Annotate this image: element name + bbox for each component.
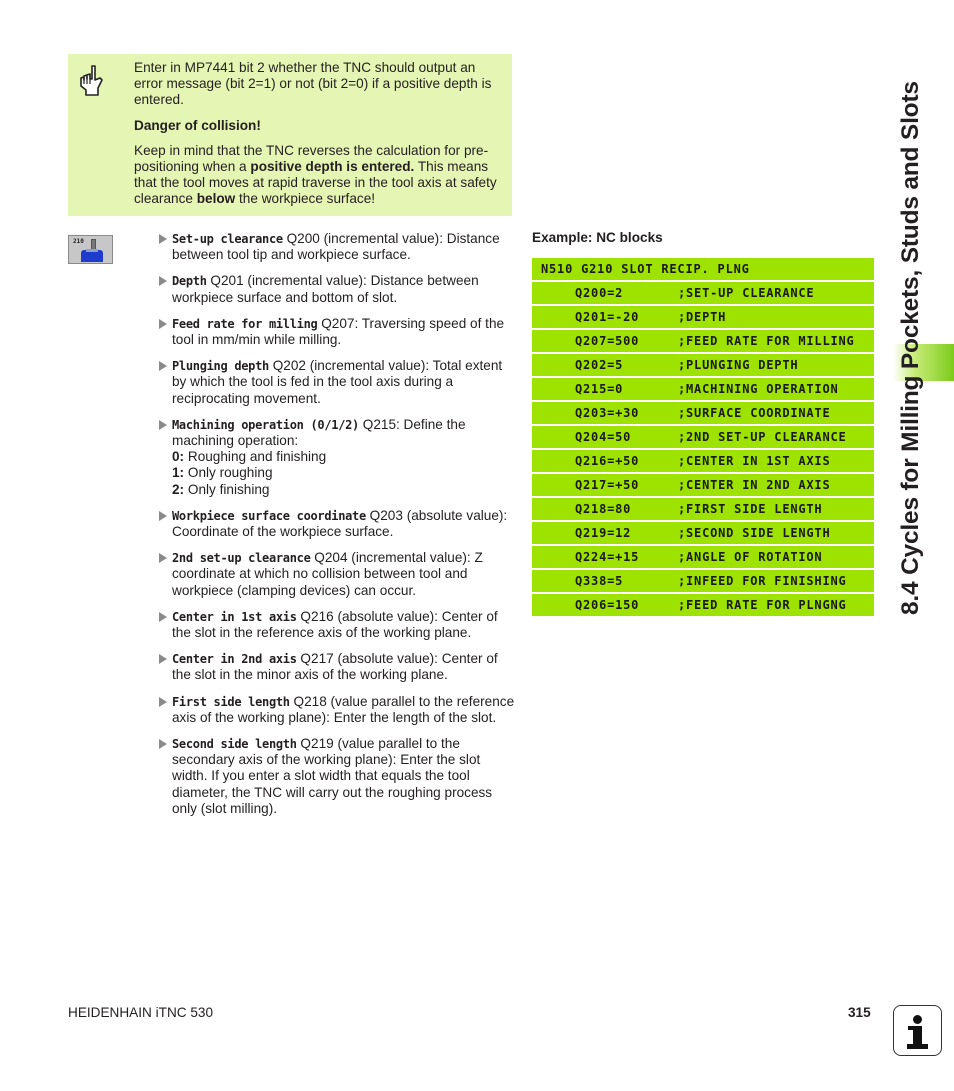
bullet-arrow-icon: [159, 361, 167, 371]
option-0: 0: Roughing and finishing: [172, 449, 327, 465]
footer-product: HEIDENHAIN iTNC 530: [68, 1005, 214, 1020]
info-icon: [893, 1005, 942, 1056]
bullet-arrow-icon: [159, 234, 167, 244]
cycle-210-softkey-icon: [68, 235, 113, 264]
nc-row: Q217=+50 ;CENTER IN 2ND AXIS: [532, 474, 874, 496]
nc-row: Q206=150 ;FEED RATE FOR PLNGNG: [532, 594, 874, 616]
param-q218: First side length Q218 (value parallel to the reference axis of the working plane): Enter the length of the slot.: [159, 694, 515, 726]
param-q219: Second side length Q219 (value parallel to the secondary axis of the working plane): Enter the slot width. If you enter a slot width that equals the tool diameter, the TNC will carry out the roughing process only (slot milling).: [159, 736, 515, 817]
param-q202: Plunging depth Q202 (incremental value): Total extent by which the tool is fed in the tool axis during a reciprocating movement.: [159, 358, 515, 407]
nc-blocks-table: [532, 258, 874, 618]
param-q207: Feed rate for milling Q207: Traversing speed of the tool in mm/min while milling.: [159, 316, 515, 348]
param-q215: Machining operation (0/1/2) Q215: Define the machining operation: 0: Roughing and finishing 1: Only roughing 2: Only finishing: [159, 417, 515, 498]
nc-row: Q224=+15 ;ANGLE OF ROTATION: [532, 546, 874, 568]
bullet-arrow-icon: [159, 553, 167, 563]
param-q204: 2nd set-up clearance Q204 (incremental value): Z coordinate at which no collision between tool and workpiece (clamping devices) can occur.: [159, 550, 515, 599]
nc-row: Q204=50 ;2ND SET-UP CLEARANCE: [532, 426, 874, 448]
nc-row: Q338=5 ;INFEED FOR FINISHING: [532, 570, 874, 592]
bullet-arrow-icon: [159, 612, 167, 622]
note-paragraph: Enter in MP7441 bit 2 whether the TNC should output an error message (bit 2=1) or not (bit 2=0) if a positive depth is entered.: [134, 60, 492, 108]
nc-row: Q201=-20 ;DEPTH: [532, 306, 874, 328]
nc-row: Q202=5 ;PLUNGING DEPTH: [532, 354, 874, 376]
param-q217: Center in 2nd axis Q217 (absolute value): Center of the slot in the minor axis of the working plane.: [159, 651, 515, 683]
warning-paragraph: Keep in mind that the TNC reverses the calculation for pre-positioning when a positive depth is entered. This means that the tool moves at rapid traverse in the tool axis at safety clearance below the workpiece surface!: [134, 142, 497, 207]
bullet-arrow-icon: [159, 276, 167, 286]
option-2: 2: Only finishing: [172, 481, 270, 497]
nc-row: Q219=12 ;SECOND SIDE LENGTH: [532, 522, 874, 544]
nc-row: Q207=500 ;FEED RATE FOR MILLING: [532, 330, 874, 352]
page-number: 315: [848, 1005, 871, 1020]
param-q200: Set-up clearance Q200 (incremental value): Distance between tool tip and workpiece surface.: [159, 231, 515, 263]
bullet-arrow-icon: [159, 654, 167, 664]
bullet-arrow-icon: [159, 319, 167, 329]
bullet-arrow-icon: [159, 511, 167, 521]
nc-row: Q200=2 ;SET-UP CLEARANCE: [532, 282, 874, 304]
pointing-hand-icon: [78, 64, 104, 98]
example-title: Example: NC blocks: [532, 230, 663, 245]
option-1: 1: Only roughing: [172, 465, 273, 481]
nc-row: Q203=+30 ;SURFACE COORDINATE: [532, 402, 874, 424]
note-box: [68, 54, 512, 216]
slot-icon: [86, 249, 98, 252]
nc-row: Q218=80 ;FIRST SIDE LENGTH: [532, 498, 874, 520]
bullet-arrow-icon: [159, 739, 167, 749]
bullet-arrow-icon: [159, 697, 167, 707]
param-q201: Depth Q201 (incremental value): Distance between workpiece surface and bottom of slot.: [159, 273, 515, 305]
param-q216: Center in 1st axis Q216 (absolute value): Center of the slot in the reference axis of the working plane.: [159, 609, 515, 641]
param-q203: Workpiece surface coordinate Q203 (absolute value): Coordinate of the workpiece surface.: [159, 508, 515, 540]
nc-header-row: N510 G210 SLOT RECIP. PLNG: [532, 258, 874, 280]
warning-heading: Danger of collision!: [134, 117, 261, 133]
parameter-list: [159, 231, 515, 827]
nc-row: Q216=+50 ;CENTER IN 1ST AXIS: [532, 450, 874, 472]
bullet-arrow-icon: [159, 420, 167, 430]
chapter-title: 8.4 Cycles for Milling Pockets, Studs and Slots: [897, 81, 924, 615]
nc-row: Q215=0 ;MACHINING OPERATION: [532, 378, 874, 400]
cycle-number: 210: [73, 238, 84, 245]
